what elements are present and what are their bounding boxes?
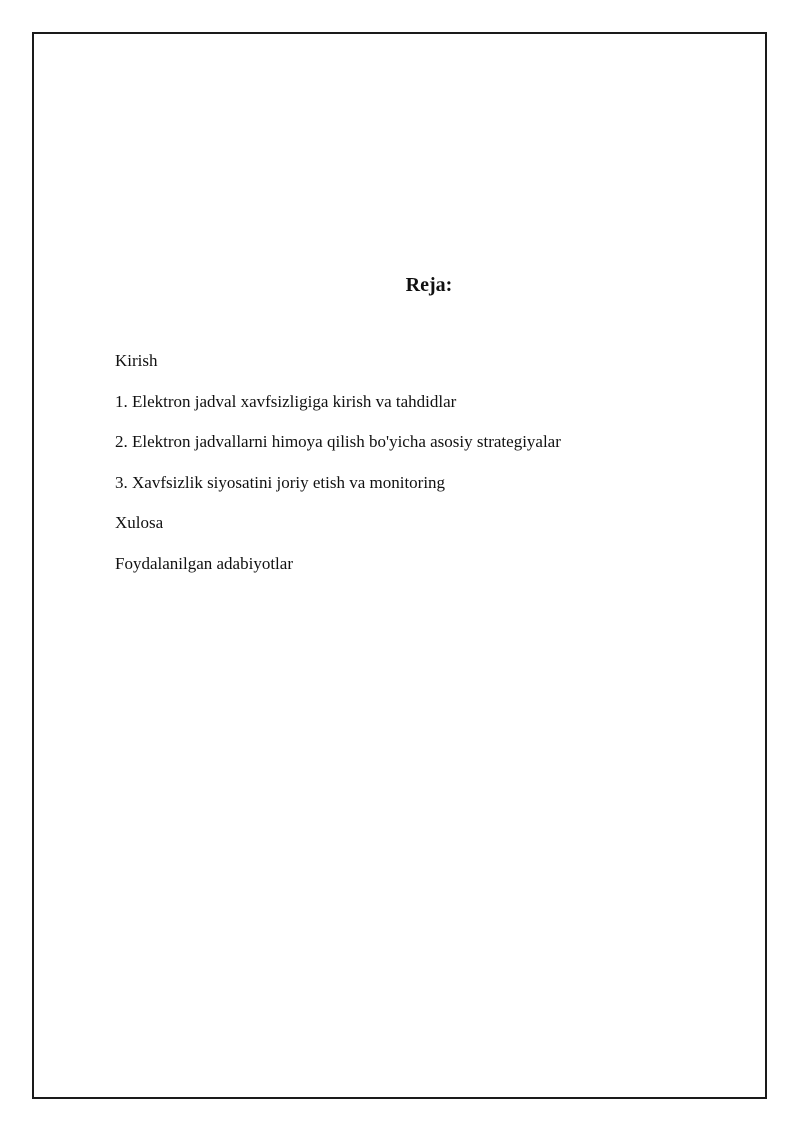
table-of-contents [115, 351, 561, 594]
toc-item-section-3: 3. Xavfsizlik siyosatini joriy etish va monitoring [115, 472, 446, 492]
page-title: Reja: [405, 274, 453, 296]
toc-item-references: Foydalanilgan adabiyotlar [115, 553, 293, 573]
toc-item-section-1: 1. Elektron jadval xavfsizligiga kirish va tahdidlar [115, 391, 457, 411]
toc-item-section-2: 2. Elektron jadvallarni himoya qilish bo'yicha asosiy strategiyalar [115, 432, 561, 451]
toc-item-conclusion: Xulosa [115, 513, 164, 532]
toc-item-introduction: Kirish [115, 351, 158, 370]
